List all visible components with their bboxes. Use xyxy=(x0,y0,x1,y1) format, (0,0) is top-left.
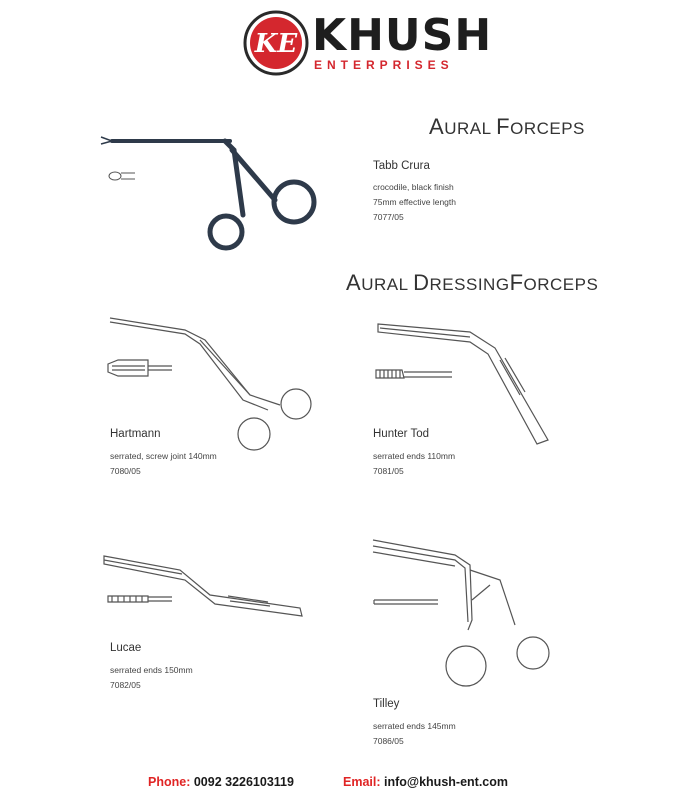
email-label: Email: xyxy=(343,775,381,789)
product-desc-tabb-crura: crocodile, black finish 75mm effective length 7077/05 xyxy=(373,182,456,222)
footer-email xyxy=(343,775,508,789)
section-title-aural-forceps: AURAL FORCEPS xyxy=(429,114,585,139)
product-name-hartmann: Hartmann xyxy=(110,428,161,440)
brand-name: KHUSH xyxy=(312,10,493,61)
logo-monogram: KE xyxy=(254,29,298,59)
product-desc-hartmann: serrated, screw joint 140mm 7080/05 xyxy=(110,451,217,476)
brand-subtitle: ENTERPRISES xyxy=(314,58,454,72)
product-name-tabb-crura: Tabb Crura xyxy=(373,160,430,172)
footer-phone xyxy=(148,775,294,789)
product-name-hunter-tod: Hunter Tod xyxy=(373,428,430,440)
product-desc-tilley: serrated ends 145mm 7086/05 xyxy=(373,721,456,746)
phone-label: Phone: xyxy=(148,775,191,789)
product-desc-hunter-tod: serrated ends 110mm 7081/05 xyxy=(373,451,456,476)
product-desc-lucae: serrated ends 150mm 7082/05 xyxy=(110,665,193,690)
email-address[interactable]: info@khush-ent.com xyxy=(384,775,508,789)
product-name-lucae: Lucae xyxy=(110,642,142,654)
section-title-aural-dressing-forceps: AURAL DRESSINGFORCEPS xyxy=(346,270,599,295)
product-name-tilley: Tilley xyxy=(373,698,400,710)
phone-number[interactable]: 0092 3226103119 xyxy=(193,775,294,789)
